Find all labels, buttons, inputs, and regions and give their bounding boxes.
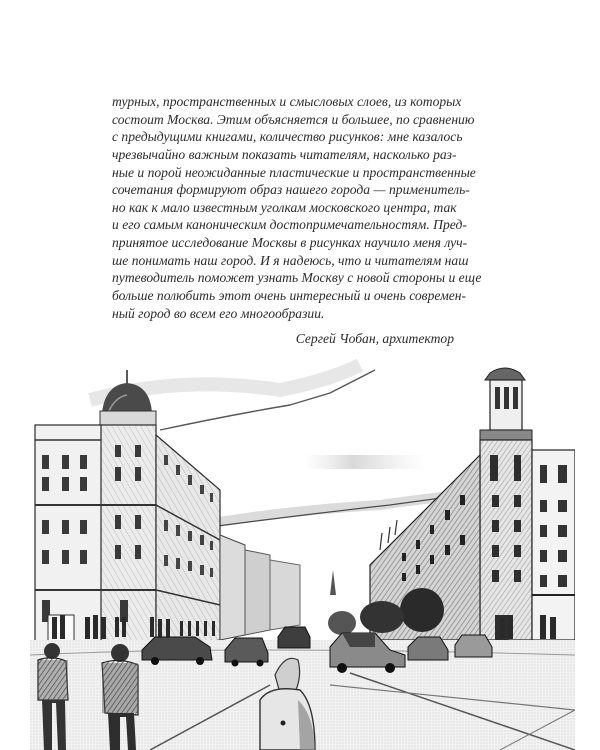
text-line: но как к мало известным уголкам московского центра, так xyxy=(112,199,457,215)
text-line: ный город во всем его многообразии. xyxy=(112,305,325,321)
text-line: состоит Москва. Этим объясняется и большее, по сравнению xyxy=(112,111,475,127)
street-sketch-illustration xyxy=(30,355,575,750)
text-line: и его самым каноническим достопримечательностям. Пред- xyxy=(112,217,467,233)
author-signature: Сергей Чобан, архитектор xyxy=(295,331,454,346)
text-line: ные и порой неожиданные пластические и пространственные xyxy=(112,164,476,180)
text-line: с предыдущими книгами, количество рисунков: мне казалось xyxy=(112,129,463,145)
text-line: ше понимать наш город. И я надеюсь, что и читателям наш xyxy=(112,252,469,268)
body-paragraph xyxy=(112,93,482,322)
text-line: сочетания формируют образ нашего города — применитель- xyxy=(112,182,470,198)
text-line: чрезвычайно важным показать читателям, насколько раз- xyxy=(112,146,457,162)
left-domed-building xyxy=(35,370,300,650)
text-line: турных, пространственных и смысловых слоев, из которых xyxy=(112,94,462,109)
text-line: больше полюбить этот очень интересный и очень современ- xyxy=(112,288,467,304)
text-line: принятое исследование Москвы в рисунках научило меня луч- xyxy=(112,235,468,251)
text-line: путеводитель поможет узнать Москву с новой стороны и еще xyxy=(112,270,482,286)
